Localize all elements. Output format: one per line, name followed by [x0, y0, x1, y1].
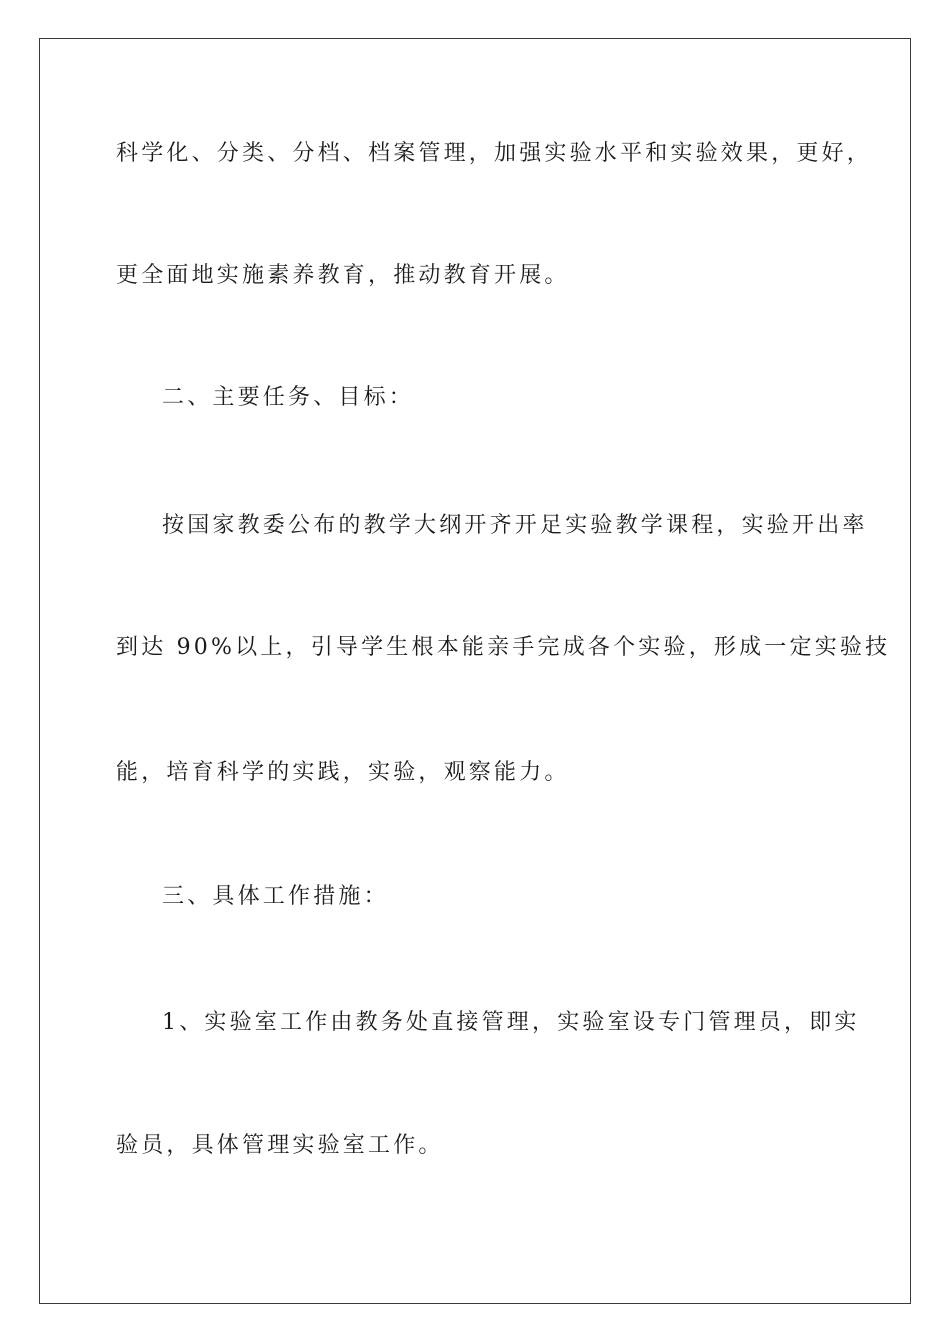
paragraph-line: 科学化、分类、分档、档案管理，加强实验水平和实验效果，更好，	[116, 141, 873, 166]
section-heading: 二、主要任务、目标：	[162, 385, 415, 410]
paragraph-line: 验员，具体管理实验室工作。	[116, 1133, 444, 1158]
section-heading: 三、具体工作措施：	[162, 884, 389, 909]
page-border	[39, 38, 911, 1304]
paragraph-line: 更全面地实施素养教育，推动教育开展。	[116, 263, 570, 288]
paragraph-line: 按国家教委公布的教学大纲开齐开足实验教学课程，实验开出率	[162, 513, 868, 538]
paragraph-line: 能，培育科学的实践，实验，观察能力。	[116, 760, 570, 785]
paragraph-line: 1、实验室工作由教务处直接管理，实验室设专门管理员，即实	[162, 1010, 860, 1035]
paragraph-line: 到达 90%以上，引导学生根本能亲手完成各个实验，形成一定实验技	[116, 635, 891, 660]
